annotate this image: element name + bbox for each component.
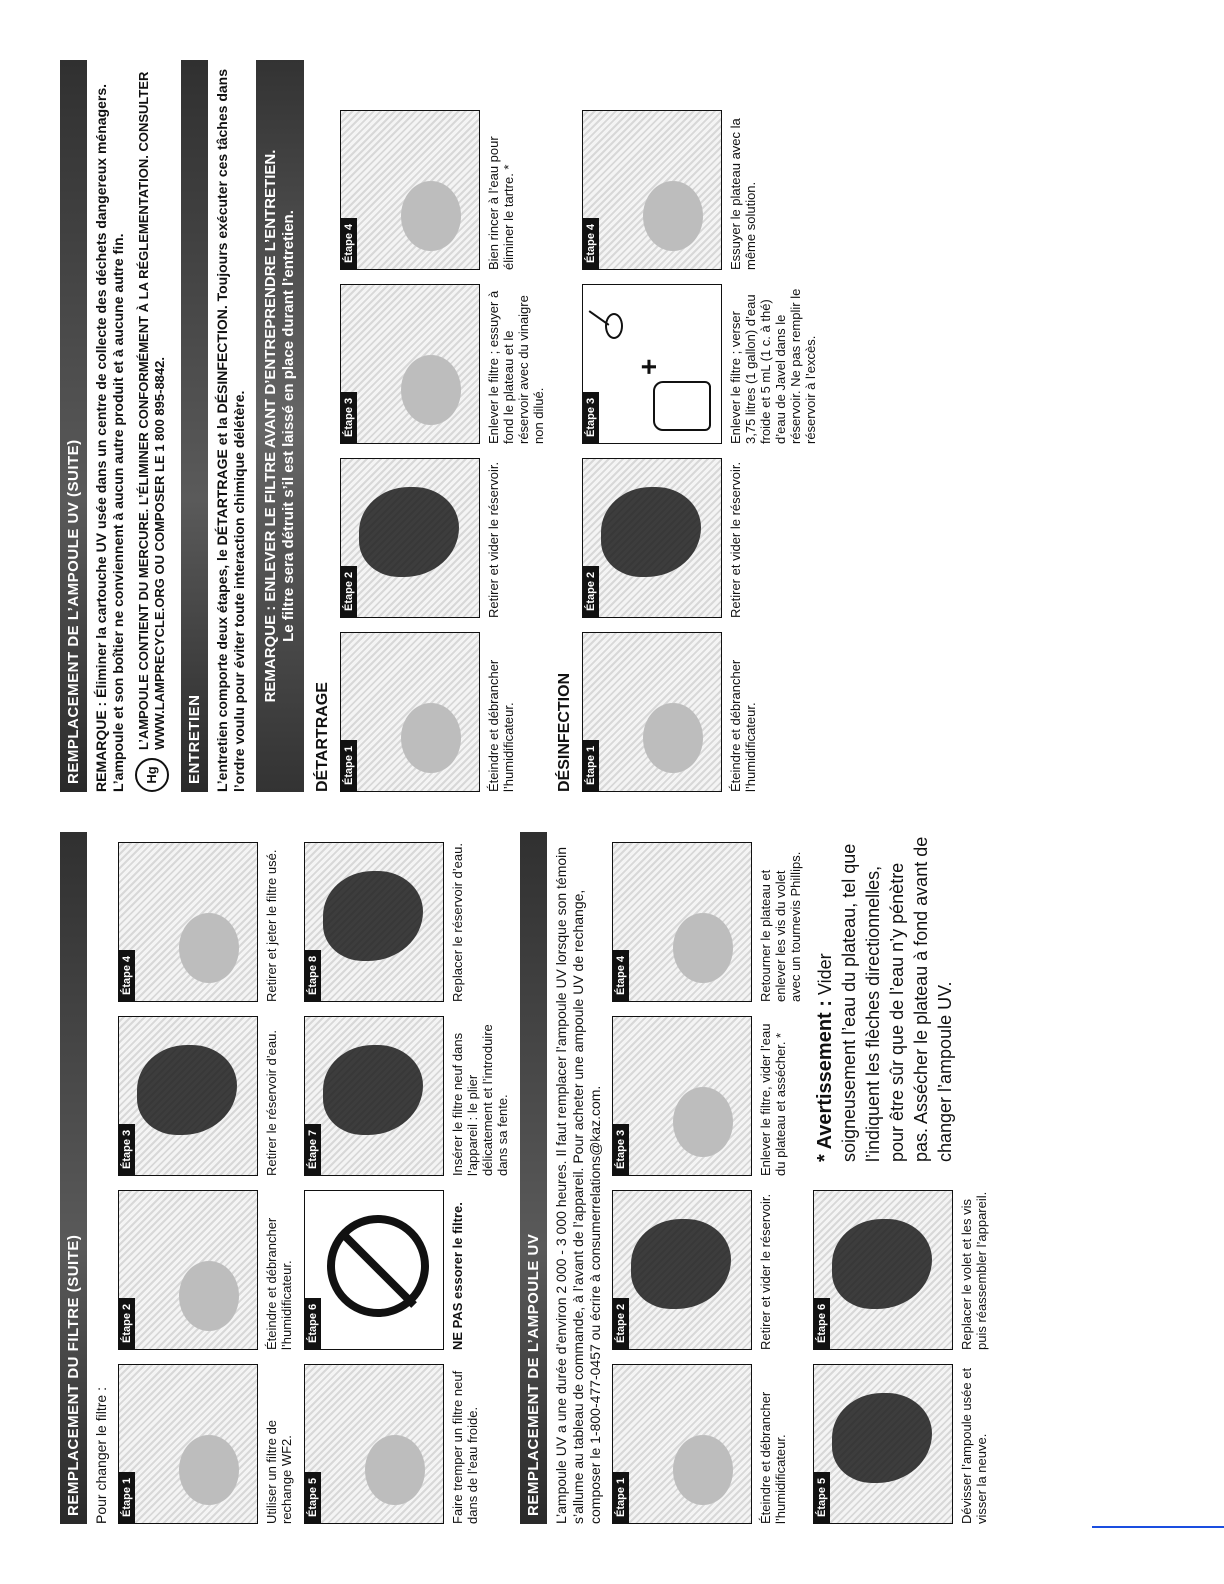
step-tag: Étape 1 — [341, 740, 357, 791]
step-photo — [118, 1364, 258, 1524]
step-caption: Retirer le réservoir d’eau. — [264, 1030, 279, 1176]
uv-step-5 — [813, 1364, 989, 1524]
step-photo — [582, 110, 722, 270]
step-photo — [304, 1016, 444, 1176]
filter-step-5 — [304, 1364, 510, 1524]
mercury-hg-icon: Hg — [135, 758, 169, 792]
filter-step-8 — [304, 842, 510, 1002]
filter-step-4 — [118, 842, 294, 1002]
photo-detail — [401, 703, 461, 773]
filter-steps-row-1 — [118, 832, 294, 1524]
photo-detail — [673, 913, 733, 983]
step-tag: Étape 4 — [613, 950, 629, 1001]
step-caption: Insérer le filtre neuf dans l’appareil : le plier délicatement et l’introduire dans sa fente. — [450, 1024, 510, 1176]
photo-detail — [323, 871, 423, 961]
disinfection-steps — [582, 60, 818, 792]
photo-detail — [673, 1087, 733, 1157]
filter-header: REMPLACEMENT DU FILTRE (SUITE) — [60, 832, 87, 1524]
uv-step-2 — [612, 1190, 803, 1350]
photo-detail — [365, 1435, 425, 1505]
step-caption: Retirer et vider le réservoir. — [486, 461, 501, 618]
uv-warning — [813, 832, 989, 1162]
step-photo — [340, 284, 480, 444]
remark-line-1: REMARQUE : ENLEVER LE FILTRE AVANT D’ENTREPRENDRE L’ENTRETIEN. — [262, 149, 279, 703]
descaling-title: DÉTARTRAGE — [314, 682, 331, 792]
photo-detail — [179, 913, 239, 983]
step-caption: Retirer et jeter le filtre usé. — [264, 849, 279, 1002]
filter-steps-row-2 — [304, 832, 510, 1524]
step-tag: Étape 4 — [583, 218, 599, 269]
disinfection-step-1 — [582, 632, 818, 792]
filter-step-1 — [118, 1364, 294, 1524]
step-photo — [118, 1016, 258, 1176]
step-caption: Bien rincer à l’eau pour éliminer le tartre. * — [486, 136, 516, 270]
photo-detail — [832, 1393, 932, 1483]
step-tag: Étape 1 — [119, 1472, 135, 1523]
photo-detail — [401, 181, 461, 251]
uv-suite-remark: REMARQUE : Éliminer la cartouche UV usée dans un centre de collecte des déchets dangereux ménagers. L’ampoule et son boîtier ne conviennent à aucun autre produit et à aucune autre fin. — [93, 83, 126, 792]
step-tag: Étape 6 — [305, 1298, 321, 1349]
descaling-steps — [340, 60, 546, 792]
step-photo — [304, 842, 444, 1002]
photo-detail — [643, 703, 703, 773]
step-tag: Étape 5 — [814, 1472, 830, 1523]
step-photo — [612, 1364, 752, 1524]
mercury-notice — [135, 60, 169, 792]
step-tag: Étape 3 — [583, 392, 599, 443]
step-photo — [582, 632, 722, 792]
step-caption: Replacer le réservoir d’eau. — [450, 843, 465, 1002]
step-photo — [118, 1190, 258, 1350]
step-caption: Retourner le plateau et enlever les vis du volet avec un tournevis Phillips. — [758, 851, 803, 1002]
margin-line — [1092, 1526, 1224, 1528]
uv-step-6 — [813, 1190, 989, 1350]
step-caption: Replacer le volet et les vis puis réassembler l’appareil. — [959, 1191, 989, 1350]
filter-intro: Pour changer le filtre : — [93, 1387, 109, 1524]
step-caption: NE PAS essorer le filtre. — [450, 1202, 465, 1350]
mercury-notice-text: L’AMPOULE CONTIENT DU MERCURE. L’ÉLIMINER CONFORMÉMENT À LA RÉGLEMENTATION. CONSULTER WWW.LAMPRECYCLE.ORG OU COMPOSER LE 1 800 895-8842. — [136, 71, 167, 750]
uv-step-4 — [612, 842, 803, 1002]
step-caption: Éteindre et débrancher l’humidificateur. — [264, 1217, 294, 1350]
step-caption: Utiliser un filtre de rechange WF2. — [264, 1419, 294, 1524]
disinfection-title: DÉSINFECTION — [556, 672, 573, 792]
photo-detail — [323, 1045, 423, 1135]
step-caption: Éteindre et débrancher l’humidificateur. — [758, 1391, 788, 1524]
photo-detail — [673, 1435, 733, 1505]
spoon-icon — [605, 313, 623, 339]
photo-detail — [832, 1219, 932, 1309]
photo-detail — [179, 1435, 239, 1505]
descaling-step-1 — [340, 632, 546, 792]
step-caption: Retirer et vider le réservoir. — [758, 1193, 773, 1350]
remark-line-2: Le filtre sera détruit s’il est laissé en place durant l’entretien. — [280, 210, 297, 642]
warning-text: Vider soigneusement l’eau du plateau, tel que l’indiquent les flèches directionnelles, pour être sûr que de l’eau n’y pénètre pas. Assécher le plateau à fond avant de changer l’ampoule UV. — [815, 836, 955, 1162]
descaling-step-4 — [340, 110, 546, 270]
step-photo — [612, 842, 752, 1002]
step-photo — [118, 842, 258, 1002]
step-tag: Étape 7 — [305, 1124, 321, 1175]
filter-step-3 — [118, 1016, 294, 1176]
step-photo — [612, 1190, 752, 1350]
photo-detail — [401, 355, 461, 425]
filter-step-6 — [304, 1190, 510, 1350]
filter-step-7 — [304, 1016, 510, 1176]
maintenance-header: ENTRETIEN — [181, 60, 208, 792]
maintenance-intro: L’entretien comporte deux étapes, le DÉTARTRAGE et la DÉSINFECTION. Toujours exécuter ces tâches dans l’ordre voulu pour éviter toute interaction chimique délétère. — [214, 69, 247, 792]
disinfection-step-4 — [582, 110, 818, 270]
step-tag: Étape 8 — [305, 950, 321, 1001]
step-caption: Essuyer le plateau avec la même solution. — [728, 118, 758, 270]
photo-detail — [179, 1261, 239, 1331]
step-photo — [813, 1364, 953, 1524]
uv-steps-row-2 — [813, 832, 989, 1524]
step-tag: Étape 3 — [119, 1124, 135, 1175]
descaling-step-3 — [340, 284, 546, 444]
step-photo — [582, 458, 722, 618]
step-tag: Étape 6 — [814, 1298, 830, 1349]
step-caption: Faire tremper un filtre neuf dans de l’eau froide. — [450, 1370, 480, 1524]
step-photo — [612, 1016, 752, 1176]
photo-detail — [359, 487, 459, 577]
step-caption: Dévisser l’ampoule usée et visser la neuve. — [959, 1367, 989, 1524]
uv-intro: L’ampoule UV a une durée d’environ 2 000 - 3 000 heures. Il faut remplacer l’ampoule UV lorsque son témoin s’allume au tableau de commande, à l’avant de l’appareil. Pour acheter une ampoule UV de rechange, composer le 1-800-477-0457 ou écrire à consumerrelations@kaz.com. — [553, 846, 603, 1524]
step-tag: Étape 5 — [305, 1472, 321, 1523]
photo-detail — [631, 1219, 731, 1309]
step-tag: Étape 1 — [583, 740, 599, 791]
plus-icon: + — [633, 358, 664, 375]
step-caption: Enlever le filtre, vider l’eau du plateau et assécher. * — [758, 1023, 788, 1176]
warning-label: * Avertissement : — [814, 1000, 836, 1162]
step-photo — [340, 458, 480, 618]
prohibited-icon — [327, 1215, 429, 1317]
uv-header: REMPLACEMENT DE L’AMPOULE UV — [520, 832, 547, 1524]
step-caption: Éteindre et débrancher l’humidificateur. — [486, 659, 516, 792]
photo-detail — [137, 1045, 237, 1135]
step-photo — [582, 284, 722, 444]
left-column — [60, 832, 999, 1524]
maintenance-remark — [256, 60, 304, 792]
jug-icon — [653, 381, 711, 431]
step-caption: Enlever le filtre ; verser 3,75 litres (1 gallon) d’eau froide et 5 mL (1 c. à thé) d’eau de Javel dans le réservoir. Ne pas remplir le réservoir à l’excès. — [728, 288, 818, 444]
uv-suite-header: REMPLACEMENT DE L’AMPOULE UV (SUITE) — [60, 60, 87, 792]
step-tag: Étape 2 — [583, 566, 599, 617]
step-tag: Étape 3 — [341, 392, 357, 443]
step-caption: Retirer et vider le réservoir. — [728, 461, 743, 618]
step-tag: Étape 2 — [119, 1298, 135, 1349]
step-caption: Enlever le filtre ; essuyer à fond le plateau et le réservoir avec du vinaigre non dilué. — [486, 290, 546, 444]
filter-step-2 — [118, 1190, 294, 1350]
step-photo — [813, 1190, 953, 1350]
descaling-step-2 — [340, 458, 546, 618]
step-tag: Étape 1 — [613, 1472, 629, 1523]
disinfection-step-3 — [582, 284, 818, 444]
step-photo — [304, 1190, 444, 1350]
step-photo — [340, 632, 480, 792]
uv-steps-row-1 — [612, 832, 803, 1524]
step-tag: Étape 2 — [341, 566, 357, 617]
uv-step-1 — [612, 1364, 803, 1524]
step-tag: Étape 3 — [613, 1124, 629, 1175]
uv-step-3 — [612, 1016, 803, 1176]
photo-detail — [601, 487, 701, 577]
right-column — [60, 60, 828, 792]
step-tag: Étape 4 — [119, 950, 135, 1001]
step-tag: Étape 4 — [341, 218, 357, 269]
step-photo — [304, 1364, 444, 1524]
step-caption: Éteindre et débrancher l’humidificateur. — [728, 659, 758, 792]
disinfection-step-2 — [582, 458, 818, 618]
photo-detail — [643, 181, 703, 251]
step-tag: Étape 2 — [613, 1298, 629, 1349]
step-photo — [340, 110, 480, 270]
